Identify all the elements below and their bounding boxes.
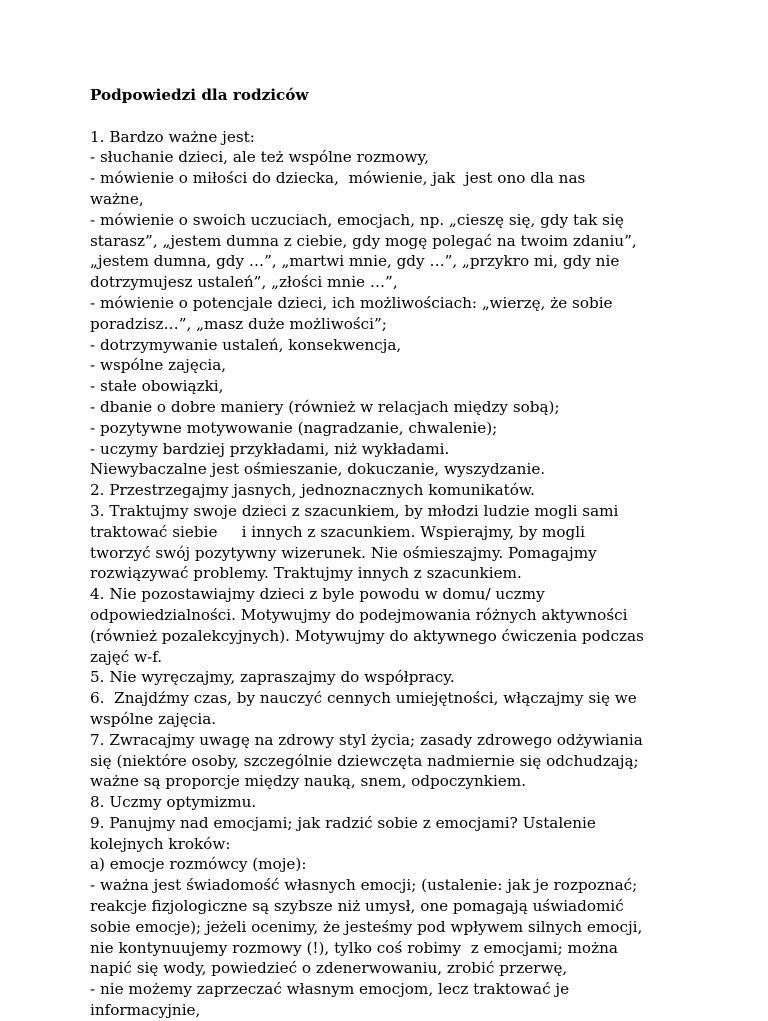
text-line: napić się wody, powiedzieć o zdenerwowaniu, zrobić przerwę, bbox=[90, 959, 568, 978]
text-line: a) emocje rozmówcy (moje): bbox=[90, 855, 307, 874]
text-line: traktować siebie i innych z szacunkiem. Wspierajmy, by mogli bbox=[90, 522, 585, 541]
text-line: - mówienie o potencjale dzieci, ich możliwościach: „wierzę, że sobie bbox=[90, 293, 613, 312]
text-line: sobie emocje); jeżeli ocenimy, że jesteśmy pod wpływem silnych emocji, bbox=[90, 917, 643, 936]
text-line: 6. Znajdźmy czas, by nauczyć cennych umiejętności, włączajmy się we bbox=[90, 689, 637, 708]
text-line: - pozytywne motywowanie (nagradzanie, chwalenie); bbox=[90, 418, 498, 437]
text-line: - dotrzymywanie ustaleń, konsekwencja, bbox=[90, 335, 402, 354]
text-line: się (niektóre osoby, szczególnie dziewczęta nadmiernie się odchudzają; bbox=[90, 751, 639, 770]
text-line: 4. Nie pozostawiajmy dzieci z byle powodu w domu/ uczmy bbox=[90, 585, 545, 604]
text-line: starasz”, „jestem dumna z ciebie, gdy mogę polegać na twoim zdaniu”, bbox=[90, 231, 637, 250]
document-page bbox=[90, 85, 700, 1021]
text-line: zajęć w-f. bbox=[90, 647, 163, 666]
text-line: rozwiązywać problemy. Traktujmy innych z szacunkiem. bbox=[90, 564, 522, 583]
text-line: - wspólne zajęcia, bbox=[90, 356, 227, 375]
document-body bbox=[90, 127, 700, 1021]
text-line: - stałe obowiązki, bbox=[90, 377, 224, 396]
text-line: informacyjnie, bbox=[90, 1001, 201, 1020]
text-line: 8. Uczmy optymizmu. bbox=[90, 793, 257, 812]
text-line: „jestem dumna, gdy …”, „martwi mnie, gdy …”, „przykro mi, gdy nie bbox=[90, 252, 620, 271]
text-line: 1. Bardzo ważne jest: bbox=[90, 127, 255, 146]
text-line: wspólne zajęcia. bbox=[90, 709, 217, 728]
text-line: ważne, bbox=[90, 189, 144, 208]
text-line: odpowiedzialności. Motywujmy do podejmowania różnych aktywności bbox=[90, 605, 628, 624]
text-line: dotrzymujesz ustaleń”, „złości mnie …”, bbox=[90, 273, 398, 292]
text-line: 5. Nie wyręczajmy, zapraszajmy do współpracy. bbox=[90, 668, 455, 687]
text-line: - nie możemy zaprzeczać własnym emocjom, lecz traktować je bbox=[90, 980, 570, 999]
text-line: poradzisz…”, „masz duże możliwości”; bbox=[90, 314, 387, 333]
document-title: Podpowiedzi dla rodziców bbox=[90, 86, 309, 104]
text-line: - słuchanie dzieci, ale też wspólne rozmowy, bbox=[90, 148, 429, 167]
text-line: kolejnych kroków: bbox=[90, 834, 231, 853]
text-line: 9. Panujmy nad emocjami; jak radzić sobie z emocjami? Ustalenie bbox=[90, 813, 596, 832]
text-line: - mówienie o miłości do dziecka, mówienie, jak jest ono dla nas bbox=[90, 169, 586, 188]
text-line: ważne są proporcje między nauką, snem, odpoczynkiem. bbox=[90, 772, 527, 791]
text-line: - mówienie o swoich uczuciach, emocjach, np. „cieszę się, gdy tak się bbox=[90, 210, 624, 229]
text-line: 7. Zwracajmy uwagę na zdrowy styl życia; zasady zdrowego odżywiania bbox=[90, 730, 643, 749]
text-line: - ważna jest świadomość własnych emocji; (ustalenie: jak je rozpoznać; bbox=[90, 876, 638, 895]
text-line: (również pozalekcyjnych). Motywujmy do aktywnego ćwiczenia podczas bbox=[90, 626, 644, 645]
text-line: reakcje fizjologiczne są szybsze niż umysł, one pomagają uświadomić bbox=[90, 897, 624, 916]
text-line: Niewybaczalne jest ośmieszanie, dokuczanie, wyszydzanie. bbox=[90, 460, 546, 479]
text-line: tworzyć swój pozytywny wizerunek. Nie ośmieszajmy. Pomagajmy bbox=[90, 543, 597, 562]
text-line: - uczymy bardziej przykładami, niż wykładami. bbox=[90, 439, 450, 458]
text-line: nie kontynuujemy rozmowy (!), tylko coś robimy z emocjami; można bbox=[90, 938, 618, 957]
text-line: - dbanie o dobre maniery (również w relacjach między sobą); bbox=[90, 397, 560, 416]
text-line: 3. Traktujmy swoje dzieci z szacunkiem, by młodzi ludzie mogli sami bbox=[90, 501, 619, 520]
text-line: 2. Przestrzegajmy jasnych, jednoznacznych komunikatów. bbox=[90, 481, 535, 500]
